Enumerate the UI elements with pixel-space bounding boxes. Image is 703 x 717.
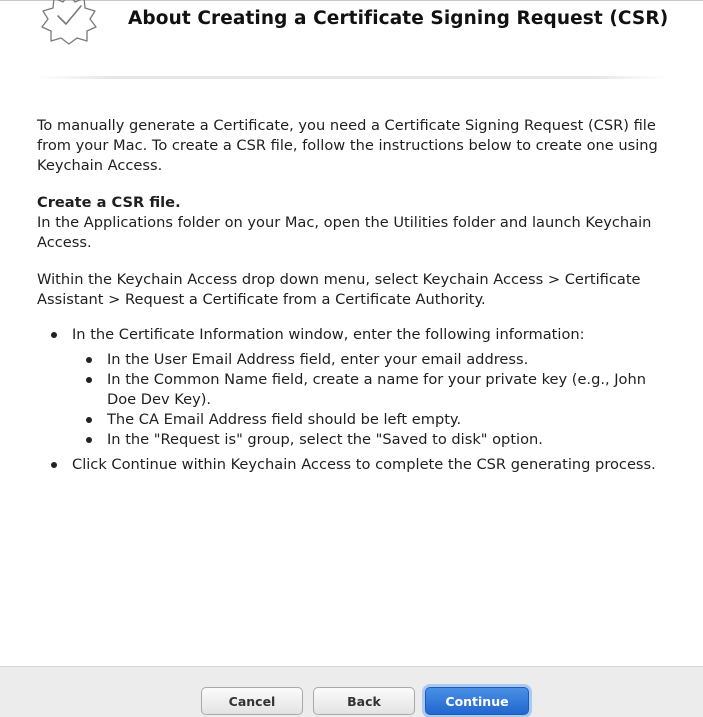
sub-list-item: In the Common Name field, create a name for your private key (e.g., John Doe Dev Key). bbox=[72, 370, 677, 410]
continue-button[interactable]: Continue bbox=[425, 687, 529, 715]
dialog-header bbox=[0, 0, 703, 80]
instructions-list bbox=[37, 325, 677, 475]
sub-list-item: In the "Request is" group, select the "Saved to disk" option. bbox=[72, 430, 677, 450]
sub-instructions-list bbox=[72, 350, 677, 450]
cancel-button[interactable]: Cancel bbox=[201, 687, 303, 715]
list-item bbox=[37, 325, 677, 450]
dialog-footer bbox=[0, 666, 703, 717]
list-item: Click Continue within Keychain Access to complete the CSR generating process. bbox=[37, 455, 677, 475]
keychain-menu-paragraph: Within the Keychain Access drop down menu, select Keychain Access > Certificate Assistant > Request a Certificate from a Certificate Authority. bbox=[37, 271, 641, 308]
certificate-badge-icon bbox=[34, 0, 104, 46]
section-heading: Create a CSR file. bbox=[37, 194, 181, 211]
list-item-text: In the Certificate Information window, enter the following information: bbox=[72, 326, 585, 343]
back-button[interactable]: Back bbox=[313, 687, 415, 715]
sub-list-item: The CA Email Address field should be left empty. bbox=[72, 410, 677, 430]
applications-paragraph: In the Applications folder on your Mac, open the Utilities folder and launch Keychain Access. bbox=[37, 214, 652, 251]
sub-list-item: In the User Email Address field, enter your email address. bbox=[72, 350, 677, 370]
dialog-title: About Creating a Certificate Signing Request (CSR) bbox=[128, 8, 669, 29]
instructions-content bbox=[37, 116, 677, 480]
header-divider bbox=[37, 76, 667, 79]
intro-paragraph: To manually generate a Certificate, you need a Certificate Signing Request (CSR) file from your Mac. To create a CSR file, follow the instructions below to create one using Keychain Access. bbox=[37, 117, 658, 174]
